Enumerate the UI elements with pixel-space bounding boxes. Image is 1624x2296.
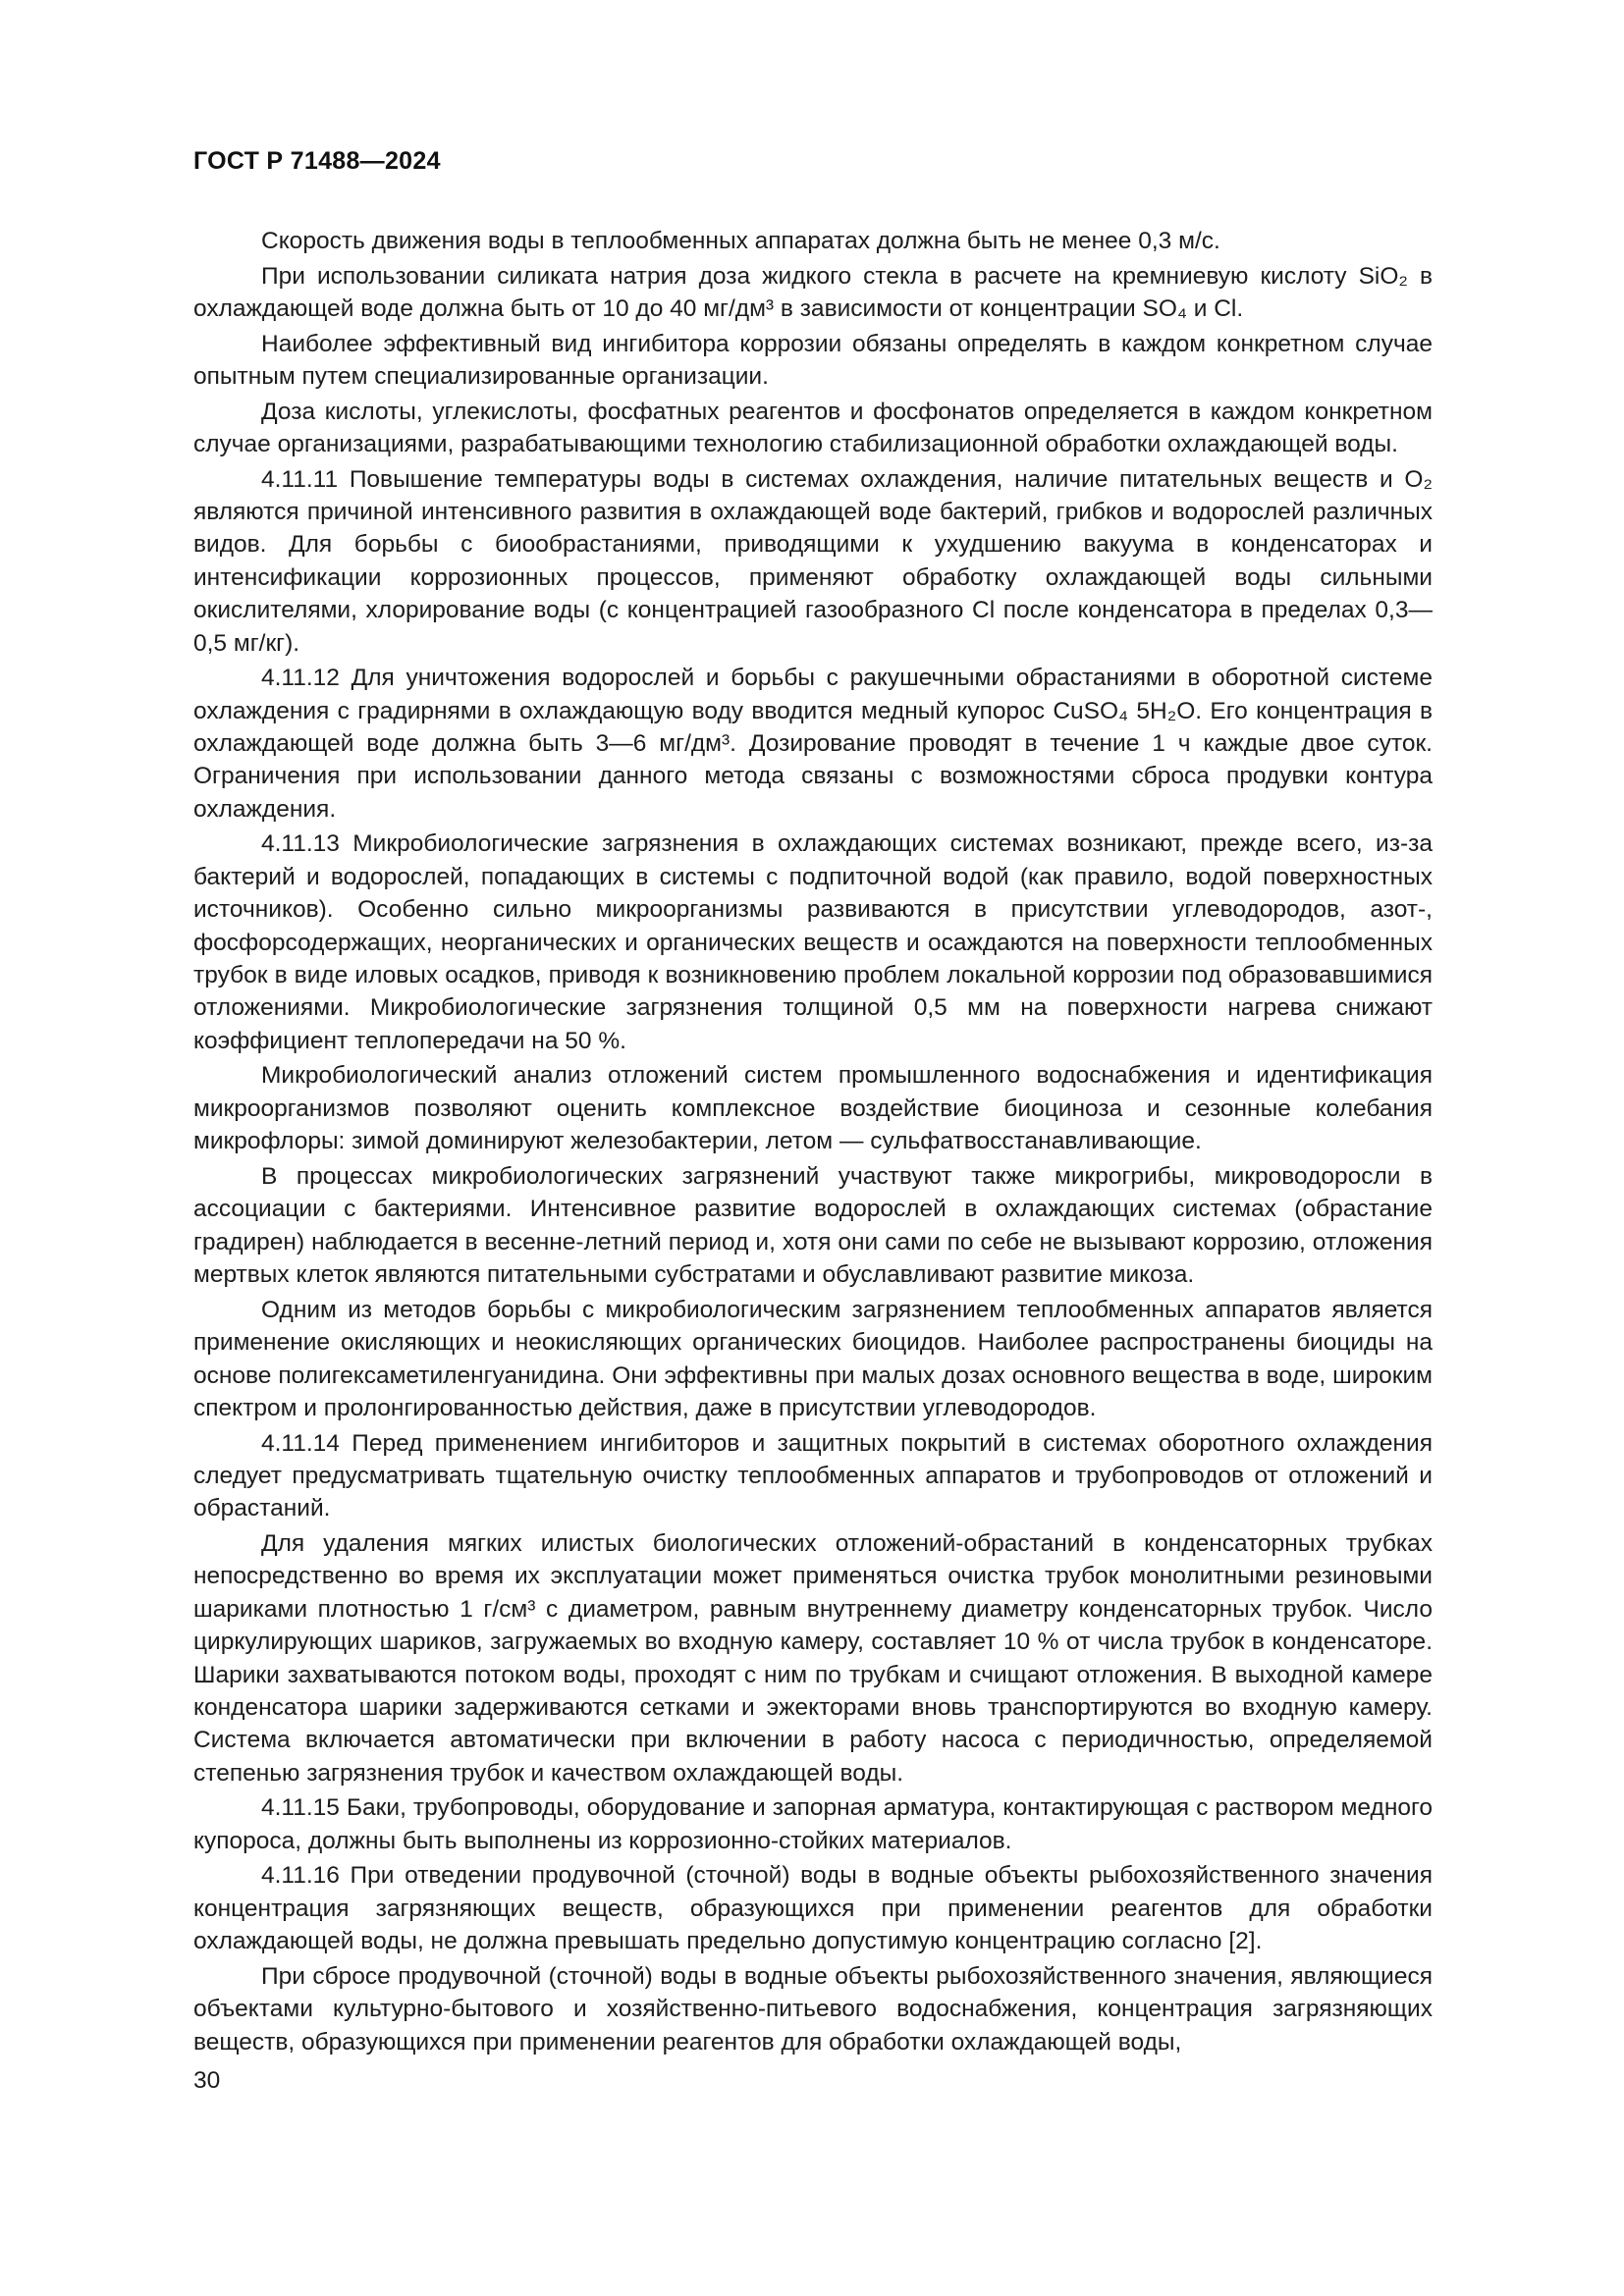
paragraph-4-11-14: 4.11.14 Перед применением ингибиторов и защитных покрытий в системах оборотного охлаждения следует предусматривать тщательную очистку теплообменных аппаратов и трубопроводов от отложений и обрастаний. <box>193 1429 1433 1522</box>
paragraph: Скорость движения воды в теплообменных аппаратах должна быть не менее 0,3 м/с. <box>261 228 1220 254</box>
paragraph-4-11-13: 4.11.13 Микробиологические загрязнения в охлаждающих системах возникают, прежде всего, из-за бактерий и водорослей, попадающих в системы с подпиточной водой (как правило, водой поверхностных источников). Особенно сильно микроорганизмы развиваются в присутствии углеводородов, азот-, фосфорсодержащих, неорганических и органических веществ и осаждаются на поверхности теплообменных трубок в виде иловых осадков, приводя к возникновению проблем локальной коррозии под образовавшимися отложениями. Микробиологические загрязнения толщиной 0,5 мм на поверхности нагрева снижают коэффициент теплопередачи на 50 %. <box>193 830 1433 1054</box>
paragraph-4-11-15: 4.11.15 Баки, трубопроводы, оборудование и запорная арматура, контактирующая с раствором медного купороса, должны быть выполнены из коррозионно-стойких материалов. <box>193 1794 1433 1854</box>
paragraph: При использовании силиката натрия доза жидкого стекла в расчете на кремниевую кислоту SiO₂ в охлаждающей воде должна быть от 10 до 40 мг/дм³ в зависимости от концентрации SO₄ и Cl. <box>193 262 1433 322</box>
paragraph: Доза кислоты, углекислоты, фосфатных реагентов и фосфонатов определяется в каждом конкретном случае организациями, разрабатывающими технологию стабилизационной обработки охлаждающей воды. <box>193 398 1433 457</box>
document-body <box>193 225 1433 2060</box>
paragraph: В процессах микробиологических загрязнений участвуют также микрогрибы, микроводоросли в ассоциации с бактериями. Интенсивное развитие водорослей в охлаждающих системах (обрастание градирен) наблюдается в весенне-летний период и, хотя они сами по себе не вызывают коррозию, отложения мертвых клеток являются питательными субстратами и обуславливают развитие микоза. <box>193 1162 1433 1289</box>
paragraph: Микробиологический анализ отложений систем промышленного водоснабжения и идентификация микроорганизмов позволяют оценить комплексное воздействие биоциноза и сезонные колебания микрофлоры: зимой доминируют железобактерии, летом — сульфатвосстанавливающие. <box>193 1062 1433 1155</box>
paragraph-4-11-16: 4.11.16 При отведении продувочной (сточной) воды в водные объекты рыбохозяйственного значения концентрация загрязняющих веществ, образующихся при применении реагентов для обработки охлаждающей воды, не должна превышать предельно допустимую концентрацию согласно [2]. <box>193 1862 1433 1955</box>
paragraph: Для удаления мягких илистых биологических отложений-обрастаний в конденсаторных трубках непосредственно во время их эксплуатации может применяться очистка трубок монолитными резиновыми шариками плотностью 1 г/см³ с диаметром, равным внутреннему диаметру конденсаторных трубок. Число циркулирующих шариков, загружаемых во входную камеру, составляет 10 % от числа трубок в конденсаторе. Шарики захватываются потоком воды, проходят с ним по трубкам и счищают отложения. В выходной камере конденсатора шарики задерживаются сетками и эжекторами вновь транспортируются во входную камеру. Система включается автоматически при включении в работу насоса с периодичностью, определяемой степенью загрязнения трубок и качеством охлаждающей воды. <box>193 1529 1433 1787</box>
paragraph: При сбросе продувочной (сточной) воды в водные объекты рыбохозяйственного значения, являющиеся объектами культурно-бытового и хозяйственно-питьевого водоснабжения, концентрация загрязняющих веществ, образующихся при применении реагентов для обработки охлаждающей воды, <box>193 1962 1433 2056</box>
paragraph-4-11-11: 4.11.11 Повышение температуры воды в системах охлаждения, наличие питательных веществ и O₂ являются причиной интенсивного развития в охлаждающей воде бактерий, грибков и водорослей различных видов. Для борьбы с биообрастаниями, приводящими к ухудшению вакуума в конденсаторах и интенсификации коррозионных процессов, применяют обработку охлаждающей воды сильными окислителями, хлорирование воды (с концентрацией газообразного Cl после конденсатора в пределах 0,3—0,5 мг/кг). <box>193 465 1433 657</box>
paragraph: Наиболее эффективный вид ингибитора коррозии обязаны определять в каждом конкретном случае опытным путем специализированные организации. <box>193 330 1433 390</box>
page-number: 30 <box>193 2067 221 2094</box>
paragraph-4-11-12: 4.11.12 Для уничтожения водорослей и борьбы с ракушечными обрастаниями в оборотной системе охлаждения с градирнями в охлаждающую воду вводится медный купорос CuSO₄ 5H₂O. Его концентрация в охлаждающей воде должна быть 3—6 мг/дм³. Дозирование проводят в течение 1 ч каждые двое суток. Ограничения при использовании данного метода связаны с возможностями сброса продувки контура охлаждения. <box>193 665 1433 823</box>
paragraph: Одним из методов борьбы с микробиологическим загрязнением теплообменных аппаратов является применение окисляющих и неокисляющих органических биоцидов. Наиболее распространены биоциды на основе полигексаметиленгуанидина. Они эффективны при малых дозах основного вещества в воде, широким спектром и пролонгированностью действия, даже в присутствии углеводородов. <box>193 1296 1433 1421</box>
standard-header: ГОСТ Р 71488—2024 <box>193 147 441 175</box>
